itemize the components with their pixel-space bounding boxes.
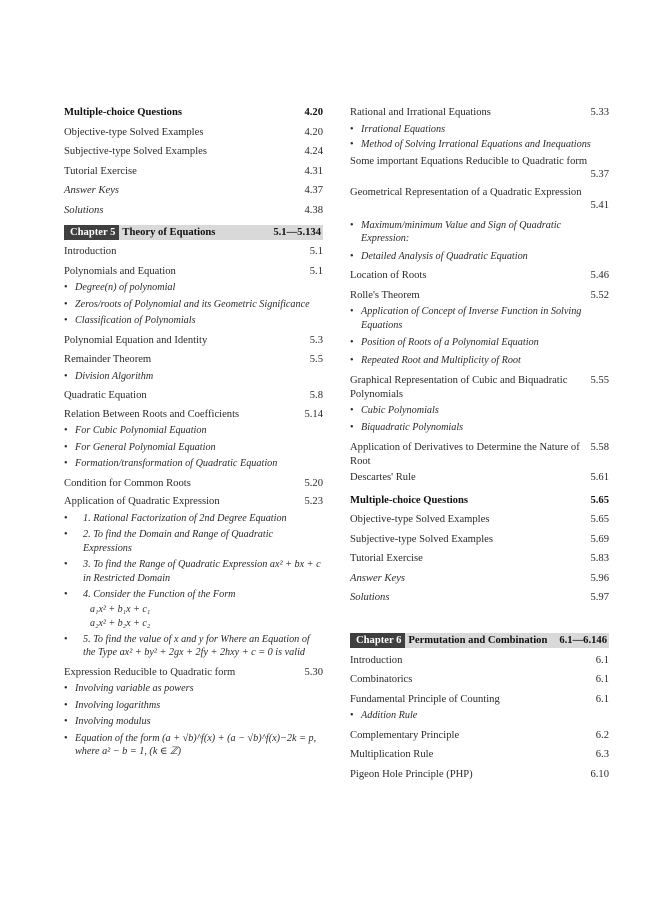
entry-page: 5.37	[590, 169, 609, 180]
toc-subentry	[64, 699, 323, 713]
subentry-text: 3. To find the Range of Quadratic Expression ax² + bx + c in Restricted Domain	[83, 559, 321, 584]
subentry-text: Classification of Polynomials	[75, 315, 196, 326]
bullet-icon: •	[350, 123, 354, 135]
entry-title: Fundamental Principle of Counting	[350, 693, 500, 705]
toc-subentry	[64, 424, 323, 438]
toc-subentry	[350, 336, 609, 350]
bullet-icon: •	[64, 512, 68, 524]
entry-title: Tutorial Exercise	[350, 553, 423, 564]
toc-subentry	[64, 528, 323, 555]
subentry-text: Biquadratic Polynomials	[361, 421, 464, 433]
toc-entry	[350, 289, 609, 303]
entry-page: 4.31	[304, 165, 323, 177]
entry-title: Location of Roots	[350, 270, 427, 281]
entry-page: 5.33	[590, 107, 609, 118]
entry-page: 5.69	[590, 533, 609, 545]
toc-right-post-list	[350, 654, 609, 782]
toc-entry	[350, 693, 609, 707]
subentry-text: Involving logarithms	[75, 699, 161, 711]
bullet-icon: •	[64, 716, 68, 727]
entry-page: 5.83	[590, 553, 609, 564]
subentry-text: Method of Solving Irrational Equations and Inequations	[361, 139, 591, 150]
entry-page: 5.1	[309, 246, 323, 257]
toc-entry	[350, 673, 609, 687]
toc-entry	[350, 533, 609, 547]
toc-entry	[64, 495, 323, 509]
toc-subentry	[64, 281, 323, 295]
subentry-text: Equation of the form (a + √b)^f(x) + (a − √b)^f(x)−2k = p, where a² − b = 1, (k ∈ ℤ)	[75, 732, 317, 757]
bullet-icon: •	[350, 219, 354, 231]
toc-subentry	[64, 558, 323, 585]
subentry-text: 5. To find the value of x and y for Where an Equation of the Type ax² + by² + 2gx + 2fy + 2hxy + c = 0 is valid	[83, 633, 310, 658]
entry-title: Descartes' Rule	[350, 472, 416, 483]
bullet-icon: •	[350, 337, 354, 348]
entry-title: Solutions	[64, 204, 104, 216]
entry-title: Rational and Irrational Equations	[350, 107, 491, 118]
chapter-6-header	[350, 633, 609, 648]
toc-left-entries	[64, 245, 323, 759]
toc-entry	[64, 184, 323, 198]
subentry-text: Position of Roots of a Polynomial Equation	[361, 337, 539, 348]
subentry-text: Maximum/minimum Value and Sign of Quadratic Expression:	[361, 219, 562, 244]
toc-entry	[350, 494, 609, 508]
entry-page: 5.61	[590, 472, 609, 483]
entry-page: 5.96	[590, 572, 609, 584]
entry-title: Subjective-type Solved Examples	[350, 533, 493, 545]
bullet-icon: •	[350, 710, 354, 721]
entry-page: 5.23	[304, 496, 323, 507]
toc-entry	[64, 389, 323, 403]
chapter-5-header	[64, 225, 323, 240]
entry-title: Application of Derivatives to Determine the Nature of Root	[350, 442, 580, 467]
math-expression: a₂x² + b₂x + c₂	[90, 617, 151, 629]
bullet-icon: •	[64, 699, 68, 711]
entry-title: Application of Quadratic Expression	[64, 496, 220, 507]
entry-page: 5.46	[590, 270, 609, 281]
entry-title: Geometrical Representation of a Quadratic Expression	[350, 186, 582, 198]
toc-entry	[350, 106, 609, 120]
toc-subentry	[64, 457, 323, 471]
entry-page: 5.97	[590, 592, 609, 603]
subentry-text: Involving variable as powers	[75, 683, 194, 694]
entry-page: 5.20	[304, 477, 323, 489]
entry-title: Combinatorics	[350, 674, 413, 685]
bullet-icon: •	[64, 559, 68, 570]
toc-subentry	[350, 138, 609, 152]
entry-title: Some important Equations Reducible to Quadratic form	[350, 155, 588, 167]
toc-entry	[64, 165, 323, 179]
toc-subentry	[64, 441, 323, 455]
entry-title: Introduction	[350, 654, 403, 666]
toc-entry	[350, 572, 609, 586]
toc-subentry	[350, 250, 609, 264]
toc-entry	[350, 729, 609, 743]
subentry-text: 4. Consider the Function of the Form	[83, 589, 236, 600]
toc-entry	[64, 204, 323, 218]
entry-page: 6.1	[595, 674, 609, 685]
bullet-icon: •	[64, 458, 68, 469]
toc-subentry	[64, 370, 323, 384]
toc-entry	[350, 768, 609, 782]
toc-entry	[350, 186, 609, 200]
bullet-icon: •	[64, 732, 68, 744]
bullet-icon: •	[350, 306, 354, 317]
bullet-icon: •	[64, 370, 68, 382]
subentry-text: 1. Rational Factorization of 2nd Degree Equation	[83, 512, 287, 524]
toc-entry	[64, 265, 323, 279]
entry-page: 6.1	[595, 654, 609, 666]
toc-subentry	[350, 123, 609, 137]
toc-entry	[64, 408, 323, 422]
entry-page: 5.14	[304, 408, 323, 420]
toc-entry	[64, 666, 323, 680]
bullet-icon: •	[64, 441, 68, 453]
toc-subentry	[350, 709, 609, 723]
entry-title: Subjective-type Solved Examples	[64, 146, 207, 157]
bullet-icon: •	[350, 139, 354, 150]
subentry-text: Repeated Root and Multiplicity of Root	[361, 354, 521, 366]
subentry-text: Cubic Polynomials	[361, 405, 439, 416]
toc-entry	[64, 145, 323, 159]
toc-entry	[350, 269, 609, 283]
entry-title: Polynomials and Equation	[64, 265, 176, 277]
toc-right-column	[350, 100, 609, 781]
entry-page: 6.10	[590, 768, 609, 780]
toc-entry	[350, 155, 609, 169]
entry-page: 5.65	[590, 494, 609, 506]
toc-entry	[64, 106, 323, 120]
toc-entry	[64, 334, 323, 348]
toc-entry	[350, 513, 609, 527]
entry-page: 5.55	[590, 375, 609, 386]
toc-entry	[64, 245, 323, 259]
toc-entry	[350, 552, 609, 566]
subentry-text: Zeros/roots of Polynomial and its Geometric Significance	[75, 298, 310, 310]
bullet-icon: •	[64, 589, 68, 600]
subentry-text: Irrational Equations	[361, 123, 446, 135]
toc-entry	[64, 353, 323, 367]
toc-right-entries	[350, 106, 609, 605]
toc-subentry	[64, 298, 323, 312]
entry-page: 5.65	[590, 514, 609, 525]
subentry-text: Division Algorithm	[75, 370, 154, 382]
toc-entry	[350, 748, 609, 762]
bullet-icon: •	[350, 421, 354, 433]
subentry-text: Degree(n) of polynomial	[75, 282, 176, 293]
bullet-icon: •	[64, 683, 68, 694]
bullet-icon: •	[64, 298, 68, 310]
entry-title: Introduction	[64, 246, 117, 257]
entry-title: Condition for Common Roots	[64, 477, 191, 489]
subentry-text: Application of Concept of Inverse Function in Solving Equations	[361, 306, 582, 331]
entry-title: Polynomial Equation and Identity	[64, 334, 208, 346]
entry-title: Rolle's Theorem	[350, 289, 420, 301]
entry-page: 4.38	[304, 204, 323, 216]
toc-entry	[350, 441, 609, 468]
entry-page: 5.8	[309, 390, 323, 401]
entry-page: 5.41	[590, 200, 609, 211]
entry-page: 5.5	[309, 354, 323, 365]
toc-subentry	[64, 588, 323, 602]
entry-title: Answer Keys	[350, 572, 406, 584]
entry-page: 5.3	[309, 334, 323, 346]
subentry-text: Involving modulus	[75, 716, 151, 727]
subentry-text: For General Polynomial Equation	[75, 441, 216, 453]
toc-left-pre-list	[64, 106, 323, 217]
bullet-icon: •	[350, 405, 354, 416]
entry-page: 5.30	[304, 666, 323, 678]
bullet-icon: •	[64, 529, 68, 540]
chapter-label: Chapter 6	[350, 633, 405, 648]
entry-page: 6.3	[595, 749, 609, 760]
entry-page: 4.37	[304, 185, 323, 196]
toc-subentry	[64, 314, 323, 328]
toc-entry	[350, 374, 609, 401]
entry-title: Multiple-choice Questions	[350, 494, 468, 506]
toc-left-column	[64, 100, 323, 759]
toc-subentry	[350, 354, 609, 368]
chapter-title: Permutation and Combination	[408, 634, 548, 646]
subentry-text: Detailed Analysis of Quadratic Equation	[361, 250, 528, 262]
toc-subentry	[64, 682, 323, 696]
bullet-icon: •	[350, 354, 354, 366]
toc-entry	[350, 168, 609, 182]
entry-page: 5.58	[590, 442, 609, 453]
toc-subentry	[64, 512, 323, 526]
entry-title: Multiplication Rule	[350, 749, 434, 760]
toc-subentry	[350, 219, 609, 246]
chapter-label: Chapter 5	[64, 225, 119, 240]
entry-title: Relation Between Roots and Coefficients	[64, 408, 240, 420]
entry-title: Solutions	[350, 592, 390, 603]
toc-subentry	[350, 404, 609, 418]
toc-entry	[64, 477, 323, 491]
entry-title: Graphical Representation of Cubic and Biquadratic Polynomials	[350, 375, 568, 400]
entry-title: Multiple-choice Questions	[64, 107, 182, 118]
entry-page: 4.24	[304, 146, 323, 157]
toc-subentry	[350, 305, 609, 332]
toc-subentry	[350, 421, 609, 435]
subentry-text: Addition Rule	[361, 710, 418, 721]
subentry-text: For Cubic Polynomial Equation	[75, 425, 207, 436]
entry-title: Complementary Principle	[350, 729, 460, 741]
bullet-icon: •	[350, 250, 354, 262]
entry-title: Objective-type Solved Examples	[350, 514, 490, 525]
subentry-text: 2. To find the Domain and Range of Quadratic Expressions	[83, 529, 274, 554]
entry-page: 5.52	[590, 289, 609, 301]
entry-page: 4.20	[304, 126, 323, 138]
toc-entry	[350, 591, 609, 605]
entry-title: Expression Reducible to Quadratic form	[64, 666, 236, 678]
bullet-icon: •	[64, 315, 68, 326]
toc-entry	[350, 654, 609, 668]
entry-title: Answer Keys	[64, 185, 120, 196]
entry-page: 6.2	[595, 729, 609, 741]
toc-entry	[64, 126, 323, 140]
subentry-text: Formation/transformation of Quadratic Equation	[75, 458, 278, 469]
toc-subentry	[64, 715, 323, 729]
chapter-pages: 6.1—6.146	[559, 634, 607, 646]
bullet-icon: •	[64, 425, 68, 436]
toc-entry	[350, 471, 609, 485]
entry-title: Tutorial Exercise	[64, 165, 137, 177]
entry-title: Quadratic Equation	[64, 390, 147, 401]
entry-title: Pigeon Hole Principle (PHP)	[350, 768, 473, 780]
toc-entry	[350, 199, 609, 213]
toc-subentry	[64, 732, 323, 759]
toc-subentry	[64, 633, 323, 660]
chapter-title: Theory of Equations	[122, 227, 216, 238]
bullet-icon: •	[64, 282, 68, 293]
entry-page: 5.1	[309, 265, 323, 277]
bullet-icon: •	[64, 633, 68, 645]
entry-page: 4.20	[304, 107, 323, 118]
entry-title: Objective-type Solved Examples	[64, 126, 204, 138]
math-expression: a₁x² + b₁x + c₁	[90, 603, 151, 615]
entry-page: 6.1	[595, 693, 609, 705]
entry-title: Remainder Theorem	[64, 354, 152, 365]
chapter-pages: 5.1—5.134	[273, 227, 321, 238]
